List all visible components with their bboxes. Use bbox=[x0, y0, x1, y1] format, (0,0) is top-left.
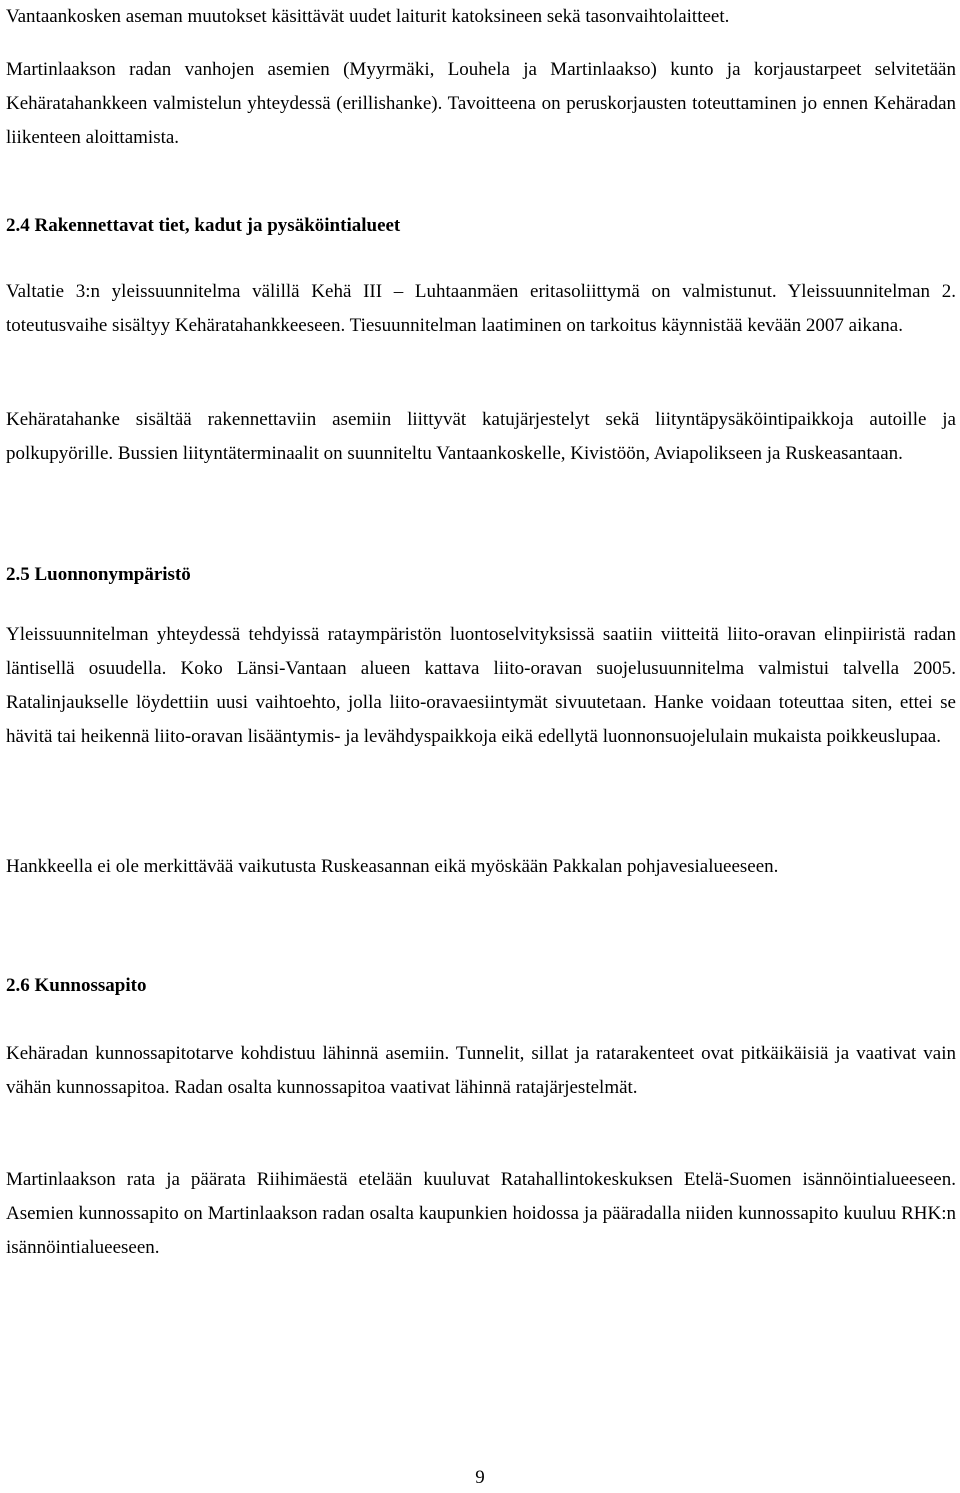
section-2-4-paragraph-2: Kehäratahanke sisältää rakennettaviin asemiin liittyvät katujärjestelyt sekä liityntäpysäköintipaikkoja autoille ja polkupyörille. Bussien liityntäterminaalit on suunniteltu Vantaankoskelle, Kivistöön, Aviapolikseen ja Ruskeasantaan. bbox=[6, 409, 956, 464]
intro-paragraph-2: Martinlaakson radan vanhojen asemien (Myyrmäki, Louhela ja Martinlaakso) kunto ja korjaustarpeet selvitetään Kehäratahankkeen valmistelun yhteydessä (erillishanke). Tavoitteena on peruskorjausten toteuttaminen jo ennen Kehäradan liikenteen aloittamista. bbox=[6, 59, 956, 148]
section-2-6-paragraph-2: Martinlaakson rata ja päärata Riihimäestä etelään kuuluvat Ratahallintokeskuksen Etelä-Suomen isännöintialueeseen. Asemien kunnossapito on Martinlaakson radan osalta kaupunkien hoidossa ja pääradalla niiden kunnossapito kuuluu RHK:n isännöintialueeseen. bbox=[6, 1169, 956, 1258]
section-2-5-paragraph-2: Hankkeella ei ole merkittävää vaikutusta Ruskeasannan eikä myöskään Pakkalan pohjavesialueeseen. bbox=[6, 856, 779, 877]
section-2-6-heading: 2.6 Kunnossapito bbox=[6, 975, 147, 996]
page-number: 9 bbox=[475, 1467, 485, 1488]
section-2-4-paragraph-1: Valtatie 3:n yleissuunnitelma välillä Kehä III – Luhtaanmäen eritasoliittymä on valmistunut. Yleissuunnitelman 2. toteutusvaihe sisältyy Kehäratahankkeeseen. Tiesuunnitelman laatiminen on tarkoitus käynnistää kevään 2007 aikana. bbox=[6, 281, 956, 336]
section-2-5-heading: 2.5 Luonnonympäristö bbox=[6, 564, 191, 585]
section-2-6-paragraph-1: Kehäradan kunnossapitotarve kohdistuu lähinnä asemiin. Tunnelit, sillat ja ratarakenteet ovat pitkäikäisiä ja vaativat vain vähän kunnossapitoa. Radan osalta kunnossapitoa vaativat lähinnä ratajärjestelmät. bbox=[6, 1043, 956, 1098]
section-2-4-heading: 2.4 Rakennettavat tiet, kadut ja pysäköintialueet bbox=[6, 215, 401, 236]
intro-paragraph-1: Vantaankosken aseman muutokset käsittävät uudet laiturit katoksineen sekä tasonvaihtolaitteet. bbox=[6, 6, 730, 27]
section-2-5-paragraph-1: Yleissuunnitelman yhteydessä tehdyissä rataympäristön luontoselvityksissä saatiin viitteitä liito-oravan elinpiiristä radan läntisellä osuudella. Koko Länsi-Vantaan alueen kattava liito-oravan suojelusuunnitelma valmistui talvella 2005. Ratalinjaukselle löydettiin uusi vaihtoehto, jolla liito-oravaesiintymät sivuutetaan. Hanke voidaan toteuttaa siten, ettei se hävitä tai heikennä liito-oravan lisääntymis- ja levähdyspaikkoja eikä edellytä luonnonsuojelulain mukaista poikkeuslupaa. bbox=[6, 624, 956, 747]
